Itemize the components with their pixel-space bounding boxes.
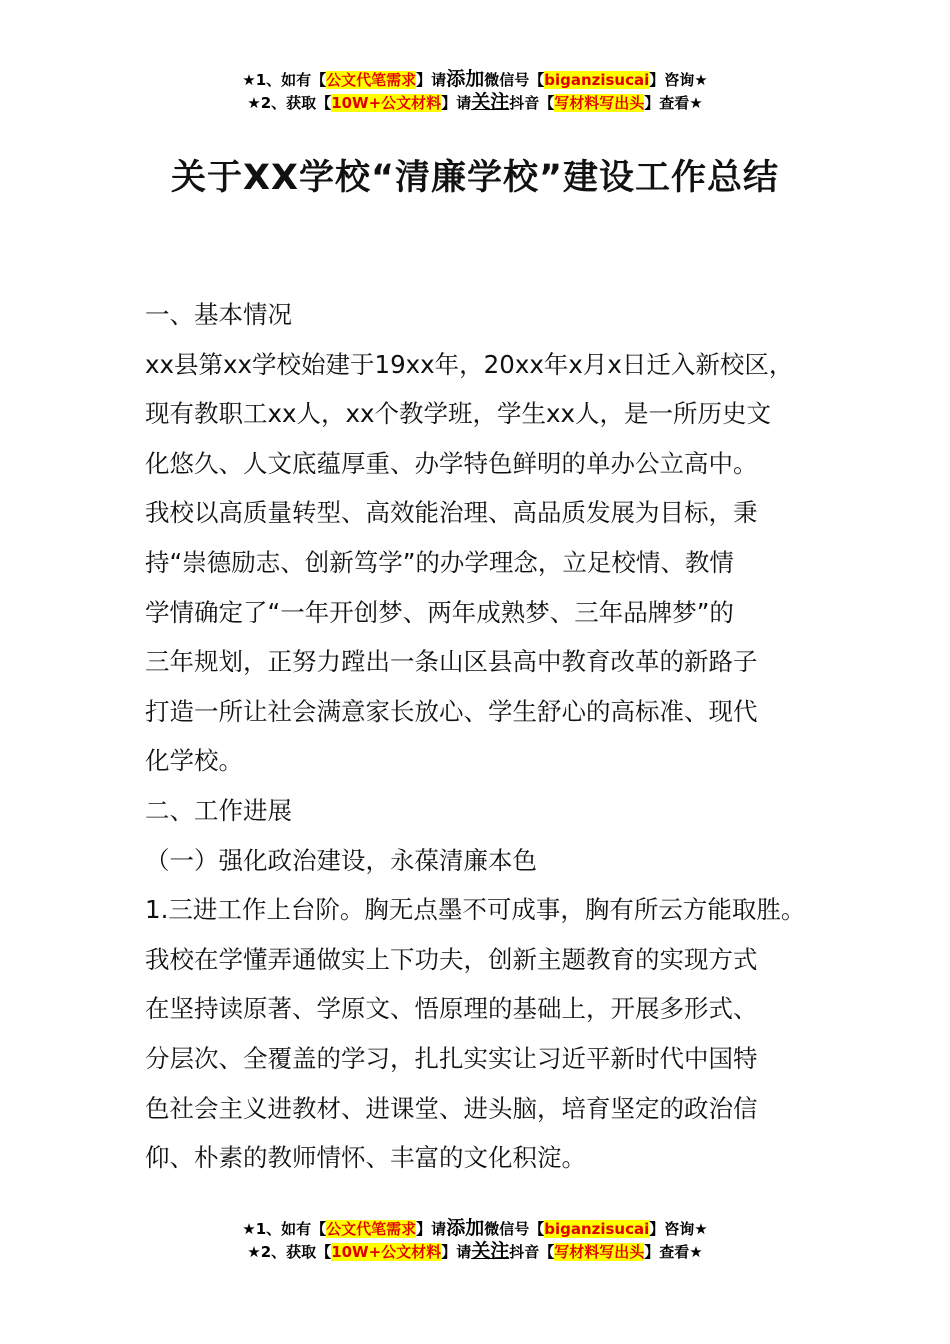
promo-highlight: 10W+公文材料: [331, 1243, 442, 1261]
promo-emphasis: 添加: [446, 68, 485, 90]
body-line: 我校在学懂弄通做实上下功夫，创新主题教育的实现方式: [145, 944, 758, 974]
promo-text: 】请: [441, 1243, 472, 1261]
section-heading: 二、工作进展: [145, 795, 292, 825]
body-line: 仰、朴素的教师情怀、丰富的文化积淀。: [145, 1143, 586, 1173]
promo-text: 】请: [416, 1220, 447, 1238]
promo-line-1: [0, 68, 950, 91]
body-line: 打造一所让社会满意家长放心、学生舒心的高标准、现代: [145, 696, 758, 726]
promo-text: 抖音【: [509, 1243, 555, 1261]
promo-douyin-id: 写材料写出头: [554, 94, 645, 112]
promo-emphasis: 关注: [471, 1240, 510, 1262]
promo-text: ★2、获取【: [247, 1243, 332, 1261]
promo-text: ★1、如有【: [242, 71, 327, 89]
promo-emphasis: 关注: [471, 91, 510, 113]
promo-douyin-id: 写材料写出头: [554, 1243, 645, 1261]
body-line: 1.三进工作上台阶。胸无点墨不可成事，胸有所云方能取胜。: [145, 895, 806, 925]
promo-text: 】咨询★: [649, 1220, 708, 1238]
body-line: 三年规划，正努力蹚出一条山区县高中教育改革的新路子: [145, 647, 758, 677]
body-line: xx县第xx学校始建于19xx年，20xx年x月x日迁入新校区，: [145, 349, 794, 379]
document-title: 关于XX学校“清廉学校”建设工作总结: [171, 158, 779, 198]
promo-text: ★1、如有【: [242, 1220, 327, 1238]
promo-line-2: [0, 1240, 950, 1263]
promo-text: 】查看★: [644, 94, 703, 112]
promo-text: ★2、获取【: [247, 94, 332, 112]
promo-line-1: [0, 1217, 950, 1240]
promo-line-2: [0, 91, 950, 114]
subsection-heading: （一）强化政治建设，永葆清廉本色: [145, 845, 537, 875]
body-line: 持“崇德励志、创新笃学”的办学理念，立足校情、教情: [145, 547, 734, 577]
body-line: 学情确定了“一年开创梦、两年成熟梦、三年品牌梦”的: [145, 597, 734, 627]
promo-text: 微信号【: [484, 71, 545, 89]
body-line: 分层次、全覆盖的学习，扎扎实实让习近平新时代中国特: [145, 1043, 758, 1073]
promo-highlight: 公文代笔需求: [326, 1220, 417, 1238]
body-line: 一、基本情况: [145, 300, 292, 329]
body-line: 在坚持读原著、学原文、悟原理的基础上，开展多形式、: [145, 994, 758, 1024]
promo-text: 】查看★: [644, 1243, 703, 1261]
promo-highlight: 10W+公文材料: [331, 94, 442, 112]
promo-text: 】请: [441, 94, 472, 112]
promo-text: 】咨询★: [649, 71, 708, 89]
promo-wechat-id: biganzisucai: [544, 1220, 650, 1238]
body-line: 化学校。: [145, 746, 243, 776]
body-line: 现有教职工xx人，xx个教学班，学生xx人，是一所历史文: [145, 399, 771, 429]
promo-text: 抖音【: [509, 94, 555, 112]
promo-text: 】请: [416, 71, 447, 89]
promo-emphasis: 添加: [446, 1217, 485, 1239]
promo-banner-bottom: [0, 1217, 950, 1263]
promo-text: 微信号【: [484, 1220, 545, 1238]
body-line: 我校以高质量转型、高效能治理、高品质发展为目标，秉: [145, 498, 758, 528]
document-body: [145, 290, 835, 1183]
promo-wechat-id: biganzisucai: [544, 71, 650, 89]
body-line: 色社会主义进教材、进课堂、进头脑，培育坚定的政治信: [145, 1093, 758, 1123]
body-line: 化悠久、人文底蕴厚重、办学特色鲜明的单办公立高中。: [145, 448, 758, 478]
promo-highlight: 公文代笔需求: [326, 71, 417, 89]
promo-banner-top: [0, 68, 950, 114]
